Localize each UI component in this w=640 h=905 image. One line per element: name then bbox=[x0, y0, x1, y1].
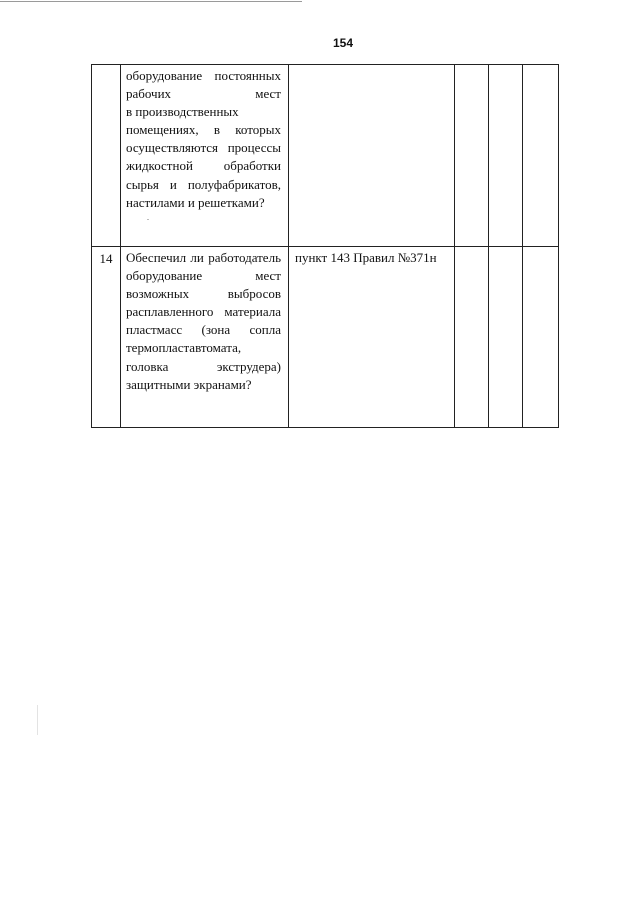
answer-cell-no bbox=[489, 247, 523, 428]
question-line: расплавленного материала bbox=[126, 304, 281, 320]
answer-cell-yes bbox=[455, 247, 489, 428]
question-line: Обеспечил ли работодатель bbox=[126, 250, 281, 265]
question-line: осуществляются процессы bbox=[126, 140, 281, 156]
scan-margin-mark bbox=[37, 705, 38, 735]
question-line: рабочих мест bbox=[126, 86, 281, 102]
reference-cell bbox=[289, 65, 455, 247]
question-line: оборудование мест bbox=[126, 268, 281, 284]
question-line: защитными экранами? bbox=[126, 376, 252, 392]
answer-cell-no bbox=[489, 65, 523, 247]
question-line: оборудование постоянных bbox=[126, 68, 281, 83]
row-number-cell: 14 bbox=[92, 247, 121, 428]
question-line: в производственных bbox=[126, 104, 239, 120]
top-edge-rule bbox=[0, 1, 302, 2]
table-row-continued bbox=[92, 65, 559, 247]
question-cell bbox=[121, 65, 289, 247]
page-number: 154 bbox=[332, 36, 354, 50]
table-row bbox=[92, 247, 559, 428]
scan-speck bbox=[147, 219, 149, 220]
answer-cell-yes bbox=[455, 65, 489, 247]
answer-cell-na bbox=[523, 65, 559, 247]
question-line: настилами и решетками? bbox=[126, 194, 265, 210]
question-line: термопластавтомата, bbox=[126, 340, 242, 356]
question-line: пластмасс (зона сопла bbox=[126, 322, 281, 338]
question-line: сырья и полуфабрикатов, bbox=[126, 176, 281, 192]
row-number-cell bbox=[92, 65, 121, 247]
question-line: помещениях, в которых bbox=[126, 122, 281, 138]
question-line: головка экструдера) bbox=[126, 358, 281, 374]
question-line: жидкостной обработки bbox=[126, 158, 281, 174]
reference-cell: пункт 143 Правил №371н bbox=[289, 247, 455, 428]
question-cell bbox=[121, 247, 289, 428]
answer-cell-na bbox=[523, 247, 559, 428]
checklist-table bbox=[91, 64, 559, 428]
question-line: возможных выбросов bbox=[126, 286, 281, 302]
